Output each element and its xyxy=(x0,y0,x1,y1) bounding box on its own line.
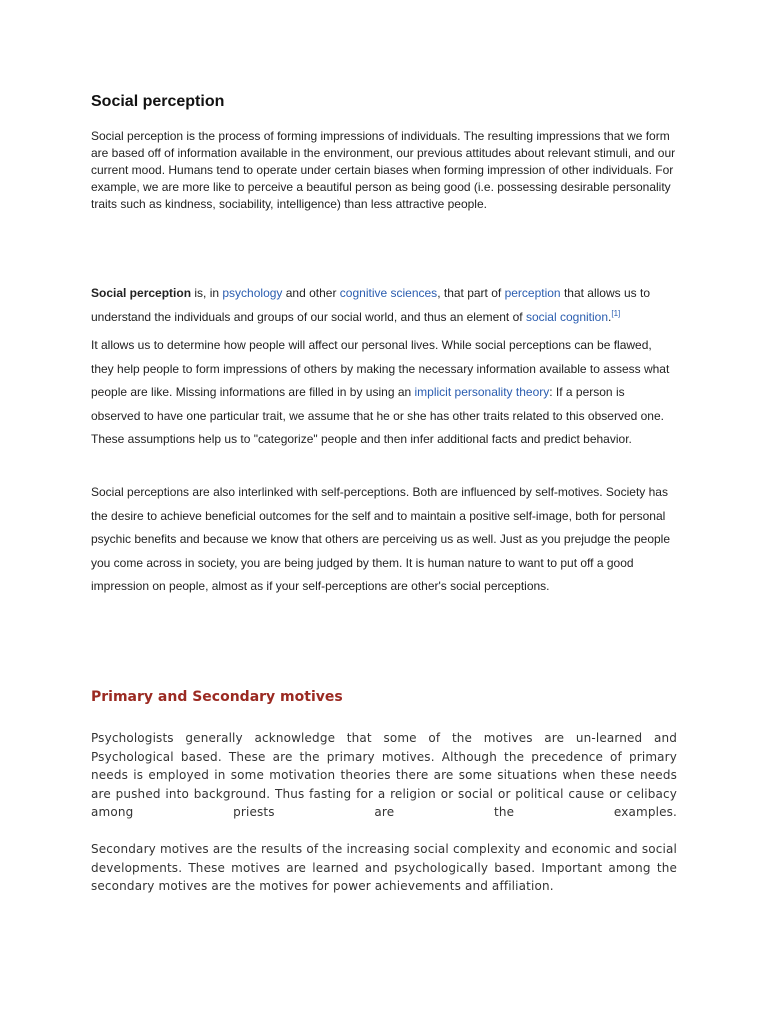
page-title: Social perception xyxy=(91,93,225,110)
link-implicit-personality-theory[interactable]: implicit personality theory xyxy=(414,385,550,399)
link-cognitive-sciences[interactable]: cognitive sciences xyxy=(339,286,438,300)
text-fragment: that allows us to understand the individuals and groups of our social world, and thus an element of xyxy=(91,286,650,324)
link-social-cognition[interactable]: social cognition xyxy=(525,309,609,324)
term-social-perception: Social perception xyxy=(91,286,192,300)
wiki-paragraph-self-perceptions: Social perceptions are also interlinked with self-perceptions. Both are influenced by self-motives. Society has the desire to achieve beneficial outcomes for the self and to maintain a positive self-image, both for personal psychic benefits and because we know that others are perceiving us as well. Just as you prejudge the people you come across in society, you are being judged by them. It is human nature to want to put off a good impression on people, almost as if your self-perceptions are other's social perceptions. xyxy=(91,485,671,593)
motives-paragraph-secondary: Secondary motives are the results of the increasing social complexity and economic and social developments. These motives are learned and psychologically based. Important among the secondary motives are the motives for power achievements and affiliation. xyxy=(91,842,677,893)
text-fragment: It allows us to determine how people will affect our personal lives. While social perceptions can be flawed, they help people to form impressions of others by making the necessary information available to assess what people are like. Missing informations are filled in by using an xyxy=(91,338,670,399)
wiki-paragraph-definition xyxy=(91,282,677,329)
link-perception[interactable]: perception xyxy=(504,286,561,300)
motives-paragraph-primary: Psychologists generally acknowledge that some of the motives are un-learned and Psychological based. These are the primary motives. Although the precedence of primary needs is employed in some motivation theories there are some situations when these needs are pushed into background. Thus fasting for a religion or social or political cause or celibacy among priests are the examples. xyxy=(91,731,677,819)
text-fragment: : If a person is observed to have one particular trait, we assume that he or she has other traits related to this observed one. These assumptions help us to "categorize" people and then infer additional facts and predict behavior. xyxy=(91,385,664,446)
link-psychology[interactable]: psychology xyxy=(222,286,283,300)
text-fragment: is, in xyxy=(191,286,223,300)
citation-link[interactable]: [1] xyxy=(611,308,621,318)
text-fragment: . xyxy=(608,309,612,324)
text-fragment: and other xyxy=(282,286,340,300)
wiki-paragraph-determine xyxy=(91,334,677,452)
intro-paragraph: Social perception is the process of forming impressions of individuals. The resulting impressions that we form are based off of information available in the environment, our previous attitudes about relevant stimuli, and our current mood. Humans tend to operate under certain biases when forming impression of other individuals. For example, we are more like to perceive a beautiful person as being good (i.e. possessing desirable personality traits such as kindness, sociability, intelligence) than less attractive people. xyxy=(91,129,676,211)
text-fragment: , that part of xyxy=(437,286,505,300)
section-heading-motives: Primary and Secondary motives xyxy=(91,689,343,705)
